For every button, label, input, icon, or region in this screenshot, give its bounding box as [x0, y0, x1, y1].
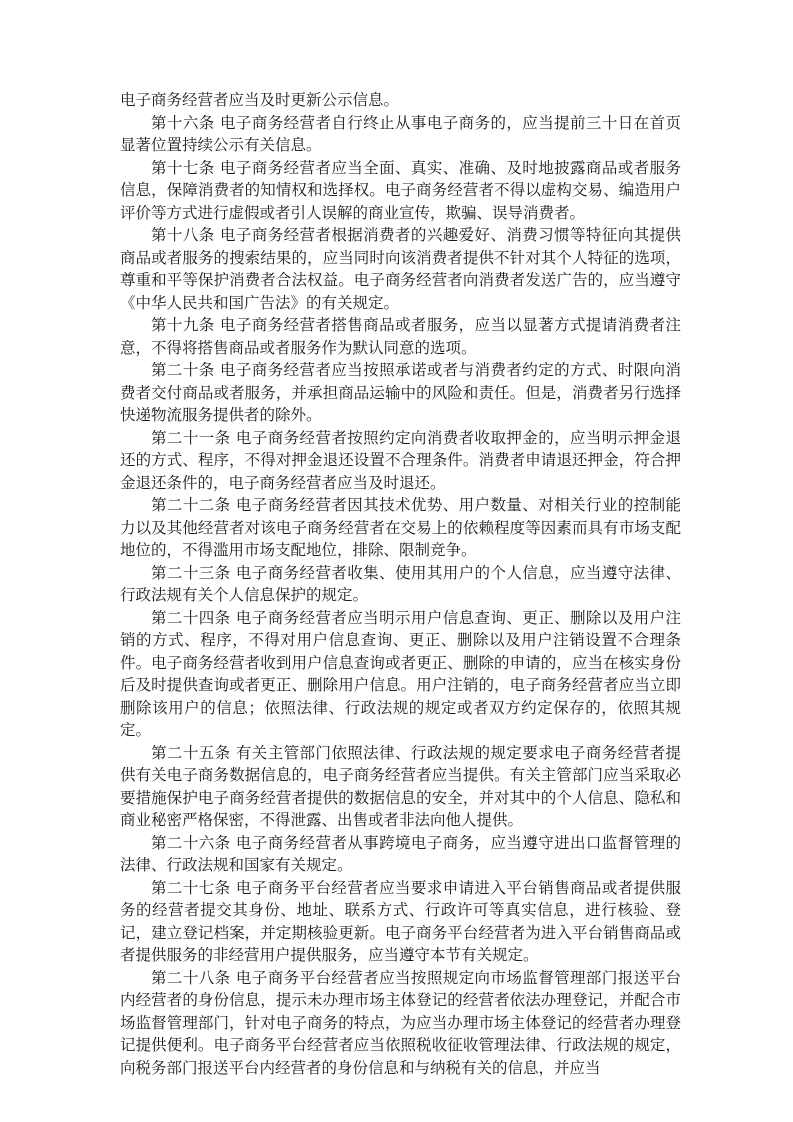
article-17-paragraph: 第十七条 电子商务经营者应当全面、真实、准确、及时地披露商品或者服务信息，保障消费者的知情权和选择权。电子商务经营者不得以虚构交易、编造用户评价等方式进行虚假或者引人误解的商业宣传，欺骗、误导消费者。	[120, 158, 681, 222]
article-18-paragraph: 第十八条 电子商务经营者根据消费者的兴趣爱好、消费习惯等特征向其提供商品或者服务的搜索结果的，应当同时向该消费者提供不针对其个人特征的选项，尊重和平等保护消费者合法权益。电子商务经营者向消费者发送广告的，应当遵守《中华人民共和国广告法》的有关规定。	[120, 226, 681, 312]
article-27-paragraph: 第二十七条 电子商务平台经营者应当要求申请进入平台销售商品或者提供服务的经营者提交其身份、地址、联系方式、行政许可等真实信息，进行核验、登记，建立登记档案，并定期核验更新。电子商务平台经营者为进入平台销售商品或者提供服务的非经营用户提供服务，应当遵守本节有关规定。	[120, 878, 681, 964]
article-23-paragraph: 第二十三条 电子商务经营者收集、使用其用户的个人信息，应当遵守法律、行政法规有关个人信息保护的规定。	[120, 563, 681, 604]
article-24-paragraph: 第二十四条 电子商务经营者应当明示用户信息查询、更正、删除以及用户注销的方式、程序，不得对用户信息查询、更正、删除以及用户注销设置不合理条件。电子商务经营者收到用户信息查询或者更正、删除的申请的，应当在核实身份后及时提供查询或者更正、删除用户信息。用户注销的，电子商务经营者应当立即删除该用户的信息；依照法律、行政法规的规定或者双方约定保存的，依照其规定。	[120, 608, 681, 739]
paragraph-continuation: 电子商务经营者应当及时更新公示信息。	[120, 91, 400, 109]
article-22-paragraph: 第二十二条 电子商务经营者因其技术优势、用户数量、对相关行业的控制能力以及其他经营者对该电子商务经营者在交易上的依赖程度等因素而具有市场支配地位的，不得滥用市场支配地位，排除、限制竞争。	[120, 496, 681, 559]
article-25-paragraph: 第二十五条 有关主管部门依照法律、行政法规的规定要求电子商务经营者提供有关电子商务数据信息的，电子商务经营者应当提供。有关主管部门应当采取必要措施保护电子商务经营者提供的数据信息的安全，并对其中的个人信息、隐私和商业秘密严格保密，不得泄露、出售或者非法向他人提供。	[120, 743, 681, 829]
article-26-paragraph: 第二十六条 电子商务经营者从事跨境电子商务，应当遵守进出口监督管理的法律、行政法规和国家有关规定。	[120, 833, 681, 874]
article-20-paragraph: 第二十条 电子商务经营者应当按照承诺或者与消费者约定的方式、时限向消费者交付商品或者服务，并承担商品运输中的风险和责任。但是，消费者另行选择快递物流服务提供者的除外。	[120, 361, 681, 424]
article-21-paragraph: 第二十一条 电子商务经营者按照约定向消费者收取押金的，应当明示押金退还的方式、程序，不得对押金退还设置不合理条件。消费者申请退还押金，符合押金退还条件的，电子商务经营者应当及时退还。	[120, 428, 681, 492]
article-19-paragraph: 第十九条 电子商务经营者搭售商品或者服务，应当以显著方式提请消费者注意，不得将搭售商品或者服务作为默认同意的选项。	[120, 316, 681, 357]
article-16-paragraph: 第十六条 电子商务经营者自行终止从事电子商务的，应当提前三十日在首页显著位置持续公示有关信息。	[120, 113, 681, 154]
article-28-paragraph: 第二十八条 电子商务平台经营者应当按照规定向市场监督管理部门报送平台内经营者的身份信息，提示未办理市场主体登记的经营者依法办理登记，并配合市场监督管理部门，针对电子商务的特点，为应当办理市场主体登记的经营者办理登记提供便利。电子商务平台经营者应当依照税收征收管理法律、行政法规的规定，向税务部门报送平台内经营者的身份信息和与纳税有关的信息，并应当	[120, 968, 681, 1077]
document-page	[120, 89, 681, 1079]
